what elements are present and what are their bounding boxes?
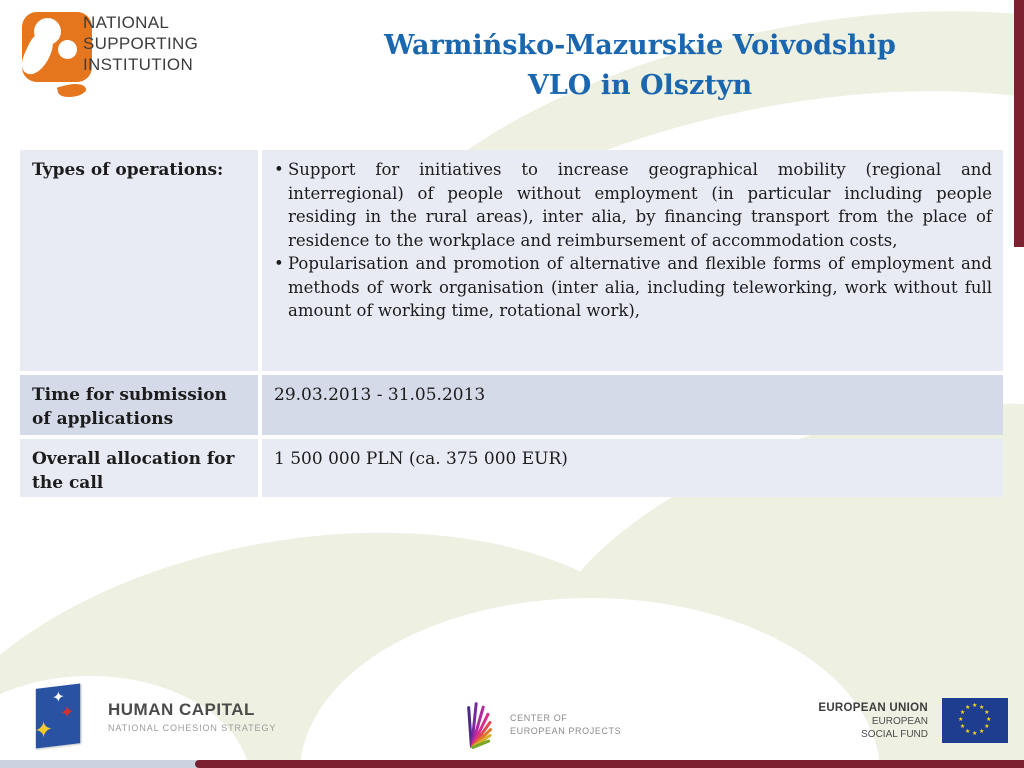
nsi-text-line: INSTITUTION [83, 55, 194, 74]
bullet-icon: • [274, 160, 284, 179]
eu-star-icon: ★ [979, 704, 985, 711]
bullet-text: Support for initiatives to increase geographical mobility (regional and interregional) of people without employment (in particular including people residing in the rural areas), inter alia, by financing transport from the place of residence to the workplace and reimbursement of accommodation costs, [288, 160, 992, 250]
table-row-value-overall-allocation: 1 500 000 PLN (ca. 375 000 EUR) [262, 439, 1003, 497]
nsi-text-line: SUPPORTING [83, 34, 199, 53]
star-icon: ✦ [51, 687, 65, 707]
eu-star-icon: ★ [984, 710, 990, 716]
slide-title [250, 26, 1024, 106]
bullet-item [274, 252, 992, 323]
bullet-item [274, 158, 992, 252]
table-row-value-time-for-submission: 29.03.2013 - 31.05.2013 [262, 375, 1003, 435]
bullet-text: Popularisation and promotion of alternative and flexible forms of employment and methods of work organisation (inter alia, including teleworking, work without full amount of working time, rotational work), [288, 254, 992, 320]
eu-logo [768, 698, 1008, 750]
slide-title-line1: Warmińsko-Mazurskie Voivodship [384, 30, 896, 61]
nsi-logo-icon [22, 12, 92, 82]
nsi-logo-text [83, 12, 198, 75]
human-capital-flag-icon [33, 684, 80, 749]
eu-star-icon: ★ [965, 704, 971, 711]
eu-star-icon: ★ [965, 729, 971, 736]
bottom-edge-maroon-bar [195, 760, 1024, 768]
eu-flag-icon [942, 698, 1008, 743]
eu-star-icon: ★ [979, 729, 985, 736]
table-row-label-overall-allocation: Overall allocation for the call [20, 439, 258, 497]
cep-logo [456, 696, 636, 758]
right-edge-maroon-bar [1014, 0, 1024, 247]
bottom-edge-gray-bar [0, 760, 198, 768]
slide-title-line2: VLO in Olsztyn [527, 70, 753, 101]
eu-star-icon: ★ [959, 724, 966, 730]
eu-text-line3: SOCIAL FUND [861, 729, 928, 740]
eu-star-icon: ★ [984, 724, 990, 730]
bullet-icon: • [274, 254, 284, 273]
nsi-leaf-icon [57, 81, 87, 100]
info-table [20, 150, 1003, 497]
eu-star-icon: ★ [958, 717, 964, 723]
eu-star-icon: ★ [972, 703, 978, 709]
table-row-label-types-of-operations: Types of operations: [20, 150, 258, 371]
star-icon: ✦ [60, 702, 75, 724]
cep-text [510, 712, 621, 738]
eu-star-icon: ★ [972, 731, 978, 737]
nsi-text-line: NATIONAL [83, 13, 170, 32]
cep-fan-icon [456, 696, 508, 754]
cep-text-line1: CENTER OF [510, 713, 568, 723]
table-row-label-time-for-submission: Time for submission of applications [20, 375, 258, 435]
human-capital-logo [30, 684, 360, 759]
human-capital-subtitle: NATIONAL COHESION STRATEGY [108, 723, 277, 733]
eu-text-line2: EUROPEAN [871, 716, 928, 727]
table-row-value-types-of-operations [262, 150, 1003, 371]
human-capital-title: HUMAN CAPITAL [108, 700, 255, 719]
eu-star-icon: ★ [959, 710, 966, 716]
eu-star-icon: ★ [986, 717, 992, 723]
star-icon: ✦ [33, 716, 54, 745]
eu-text-line1: EUROPEAN UNION [818, 702, 928, 714]
eu-text [818, 702, 928, 740]
human-capital-text [108, 700, 276, 733]
cep-text-line2: EUROPEAN PROJECTS [510, 726, 622, 736]
